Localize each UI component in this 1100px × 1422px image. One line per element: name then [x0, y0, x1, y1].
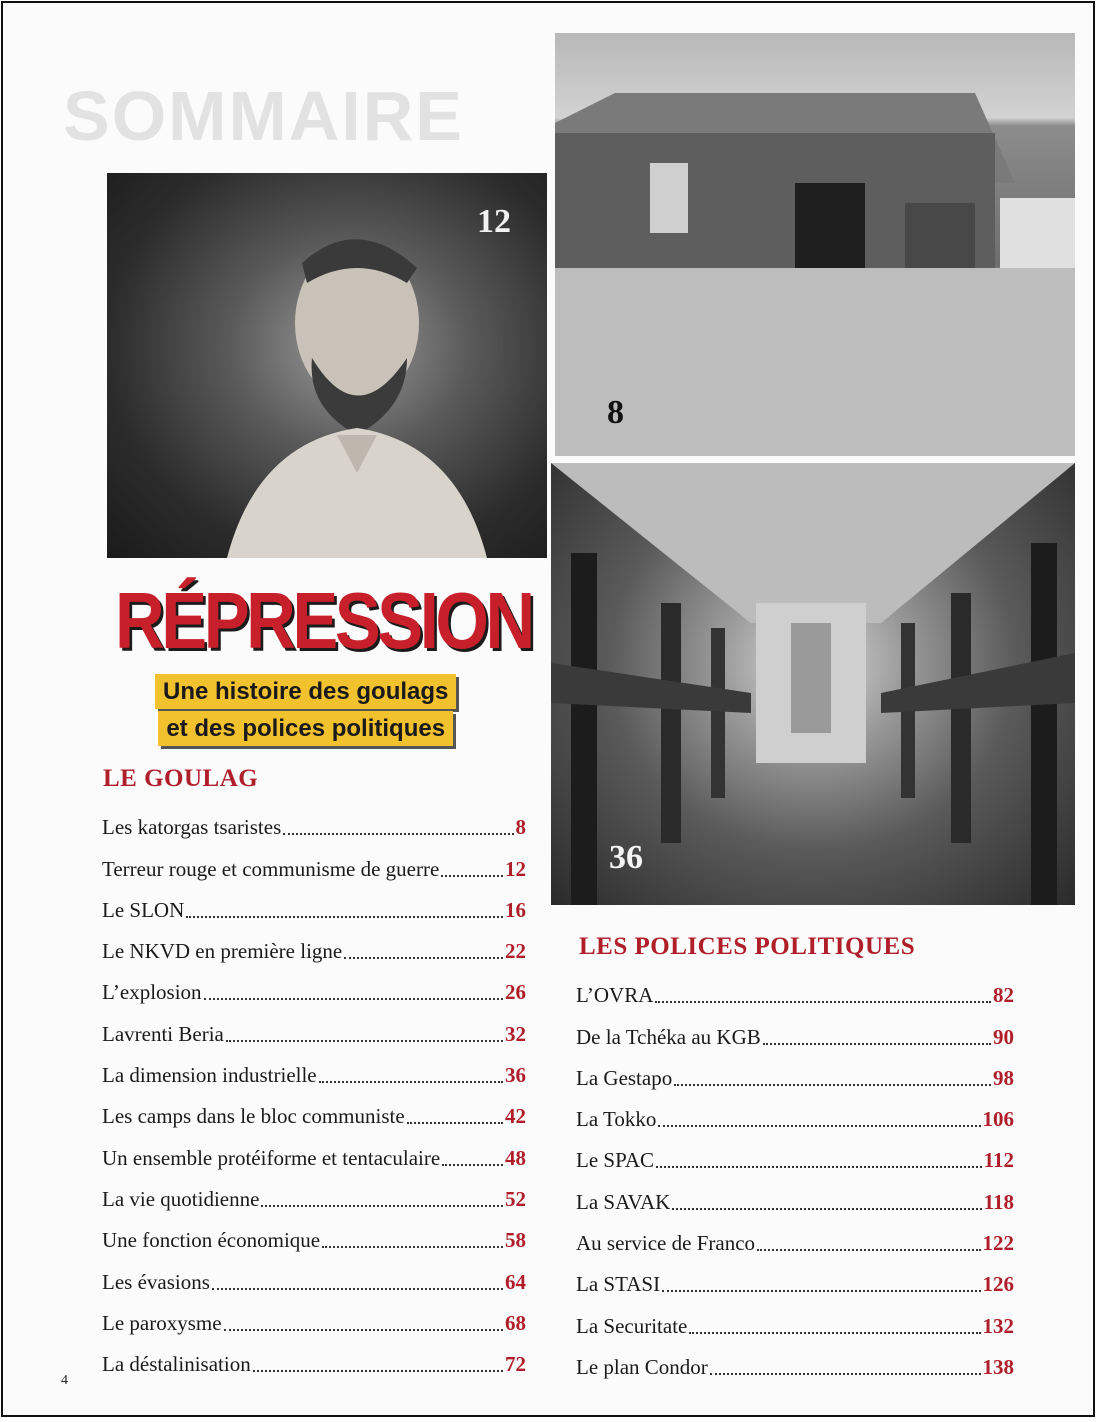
- toc-entry[interactable]: [576, 1173, 1014, 1214]
- toc-entry-page: 98: [993, 1065, 1014, 1090]
- toc-entry[interactable]: [102, 799, 526, 840]
- toc-entry-label: La Tokko: [576, 1107, 657, 1132]
- headline-title: RÉPRESSION: [115, 576, 532, 665]
- ghost-title-sommaire: SOMMAIRE: [63, 77, 464, 155]
- magazine-page: [1, 1, 1095, 1417]
- subtitle-line-1: Une histoire des goulags: [155, 674, 456, 709]
- toc-entry[interactable]: [102, 1295, 526, 1336]
- toc-entry[interactable]: [102, 1336, 526, 1377]
- toc-polices: [576, 967, 1014, 1380]
- dot-leader: [655, 1001, 991, 1003]
- subtitle-line-2: et des polices politiques: [158, 711, 453, 746]
- toc-entry-label: Les évasions: [102, 1269, 210, 1294]
- dot-leader: [283, 833, 513, 835]
- dot-leader: [204, 998, 503, 1000]
- dot-leader: [186, 916, 503, 918]
- toc-entry[interactable]: [102, 1005, 526, 1046]
- toc-entry[interactable]: [576, 1297, 1014, 1338]
- toc-entry-label: La vie quotidienne: [102, 1186, 260, 1211]
- dot-leader: [656, 1166, 982, 1168]
- toc-entry[interactable]: [576, 1339, 1014, 1380]
- dot-leader: [674, 1084, 991, 1086]
- toc-entry-label: Le SPAC: [576, 1148, 655, 1173]
- toc-entry[interactable]: [102, 964, 526, 1005]
- toc-entry[interactable]: [576, 1091, 1014, 1132]
- dot-leader: [261, 1205, 503, 1207]
- camp-building-photo: [555, 33, 1075, 456]
- toc-entry-label: La SAVAK: [576, 1189, 671, 1214]
- toc-entry[interactable]: [576, 1215, 1014, 1256]
- toc-entry-label: Lavrenti Beria: [102, 1021, 224, 1046]
- toc-entry-label: Le plan Condor: [576, 1354, 708, 1379]
- toc-entry-label: Terreur rouge et communisme de guerre: [102, 856, 440, 881]
- toc-entry[interactable]: [102, 1212, 526, 1253]
- toc-entry-page: 48: [505, 1145, 526, 1170]
- toc-entry[interactable]: [102, 1253, 526, 1294]
- dot-leader: [662, 1290, 980, 1292]
- building-page-number: 8: [607, 394, 624, 431]
- toc-entry-page: 126: [982, 1272, 1014, 1297]
- dot-leader: [322, 1246, 503, 1248]
- toc-entry[interactable]: [102, 923, 526, 964]
- toc-entry-page: 90: [993, 1024, 1014, 1049]
- toc-entry-label: Le NKVD en première ligne: [102, 939, 343, 964]
- page-folio: 4: [61, 1373, 68, 1388]
- toc-entry-page: 122: [982, 1231, 1014, 1256]
- toc-entry-label: Une fonction économique: [102, 1228, 321, 1253]
- dot-leader: [224, 1329, 503, 1331]
- portrait-photo: [107, 173, 547, 558]
- section-title-goulag: LE GOULAG: [103, 765, 259, 792]
- dot-leader: [658, 1125, 980, 1127]
- dot-leader: [407, 1122, 503, 1124]
- section-title-polices: LES POLICES POLITIQUES: [579, 933, 916, 960]
- toc-entry[interactable]: [102, 882, 526, 923]
- toc-entry-page: 8: [515, 815, 526, 840]
- toc-entry[interactable]: [102, 1129, 526, 1170]
- dot-leader: [442, 1164, 503, 1166]
- dot-leader: [319, 1081, 503, 1083]
- toc-entry-page: 64: [505, 1269, 526, 1294]
- toc-entry-page: 118: [983, 1189, 1014, 1214]
- toc-entry-page: 112: [983, 1148, 1014, 1173]
- toc-entry-page: 68: [505, 1310, 526, 1335]
- dot-leader: [689, 1332, 980, 1334]
- dot-leader: [253, 1370, 503, 1372]
- toc-entry-label: L’OVRA: [576, 983, 654, 1008]
- toc-entry-label: Les camps dans le bloc communiste: [102, 1104, 405, 1129]
- toc-entry[interactable]: [576, 1050, 1014, 1091]
- toc-entry-label: L’explosion: [102, 980, 202, 1005]
- toc-entry[interactable]: [576, 1132, 1014, 1173]
- toc-entry-label: De la Tchéka au KGB: [576, 1024, 761, 1049]
- building-illustration: [555, 33, 1075, 456]
- toc-entry-label: La déstalinisation: [102, 1352, 251, 1377]
- toc-entry-label: La dimension industrielle: [102, 1063, 317, 1088]
- toc-entry[interactable]: [102, 1047, 526, 1088]
- toc-entry-label: La STASI: [576, 1272, 661, 1297]
- toc-entry-page: 132: [982, 1313, 1014, 1338]
- dot-leader: [441, 875, 503, 877]
- toc-entry-label: Le paroxysme: [102, 1310, 222, 1335]
- toc-entry-label: Au service de Franco: [576, 1231, 756, 1256]
- toc-entry-page: 12: [505, 856, 526, 881]
- toc-entry-page: 16: [505, 897, 526, 922]
- toc-entry-label: La Gestapo: [576, 1065, 673, 1090]
- toc-goulag: [102, 799, 526, 1377]
- toc-entry[interactable]: [576, 967, 1014, 1008]
- headline-subtitle: [155, 673, 456, 747]
- toc-entry-page: 36: [505, 1063, 526, 1088]
- dot-leader: [344, 957, 503, 959]
- toc-entry-page: 22: [505, 939, 526, 964]
- toc-entry-page: 32: [505, 1021, 526, 1046]
- toc-entry-page: 72: [505, 1352, 526, 1377]
- toc-entry-page: 82: [993, 983, 1014, 1008]
- toc-entry-page: 106: [982, 1107, 1014, 1132]
- toc-entry-page: 42: [505, 1104, 526, 1129]
- toc-entry[interactable]: [102, 840, 526, 881]
- toc-entry-page: 138: [982, 1354, 1014, 1379]
- dot-leader: [212, 1288, 503, 1290]
- barracks-photo: [551, 463, 1075, 905]
- toc-entry-page: 58: [505, 1228, 526, 1253]
- dot-leader: [757, 1249, 980, 1251]
- dot-leader: [226, 1040, 503, 1042]
- toc-entry-label: Un ensemble protéiforme et tentaculaire: [102, 1145, 441, 1170]
- toc-entry[interactable]: [102, 1171, 526, 1212]
- toc-entry-page: 52: [505, 1186, 526, 1211]
- toc-entry[interactable]: [576, 1008, 1014, 1049]
- dot-leader: [763, 1043, 991, 1045]
- toc-entry-label: Les katorgas tsaristes: [102, 815, 282, 840]
- dot-leader: [710, 1373, 981, 1375]
- toc-entry-label: La Securitate: [576, 1313, 688, 1338]
- toc-entry[interactable]: [102, 1088, 526, 1129]
- dot-leader: [672, 1208, 981, 1210]
- portrait-page-number: 12: [477, 203, 511, 240]
- barracks-page-number: 36: [609, 839, 643, 876]
- toc-entry-label: Le SLON: [102, 897, 185, 922]
- toc-entry[interactable]: [576, 1256, 1014, 1297]
- toc-entry-page: 26: [505, 980, 526, 1005]
